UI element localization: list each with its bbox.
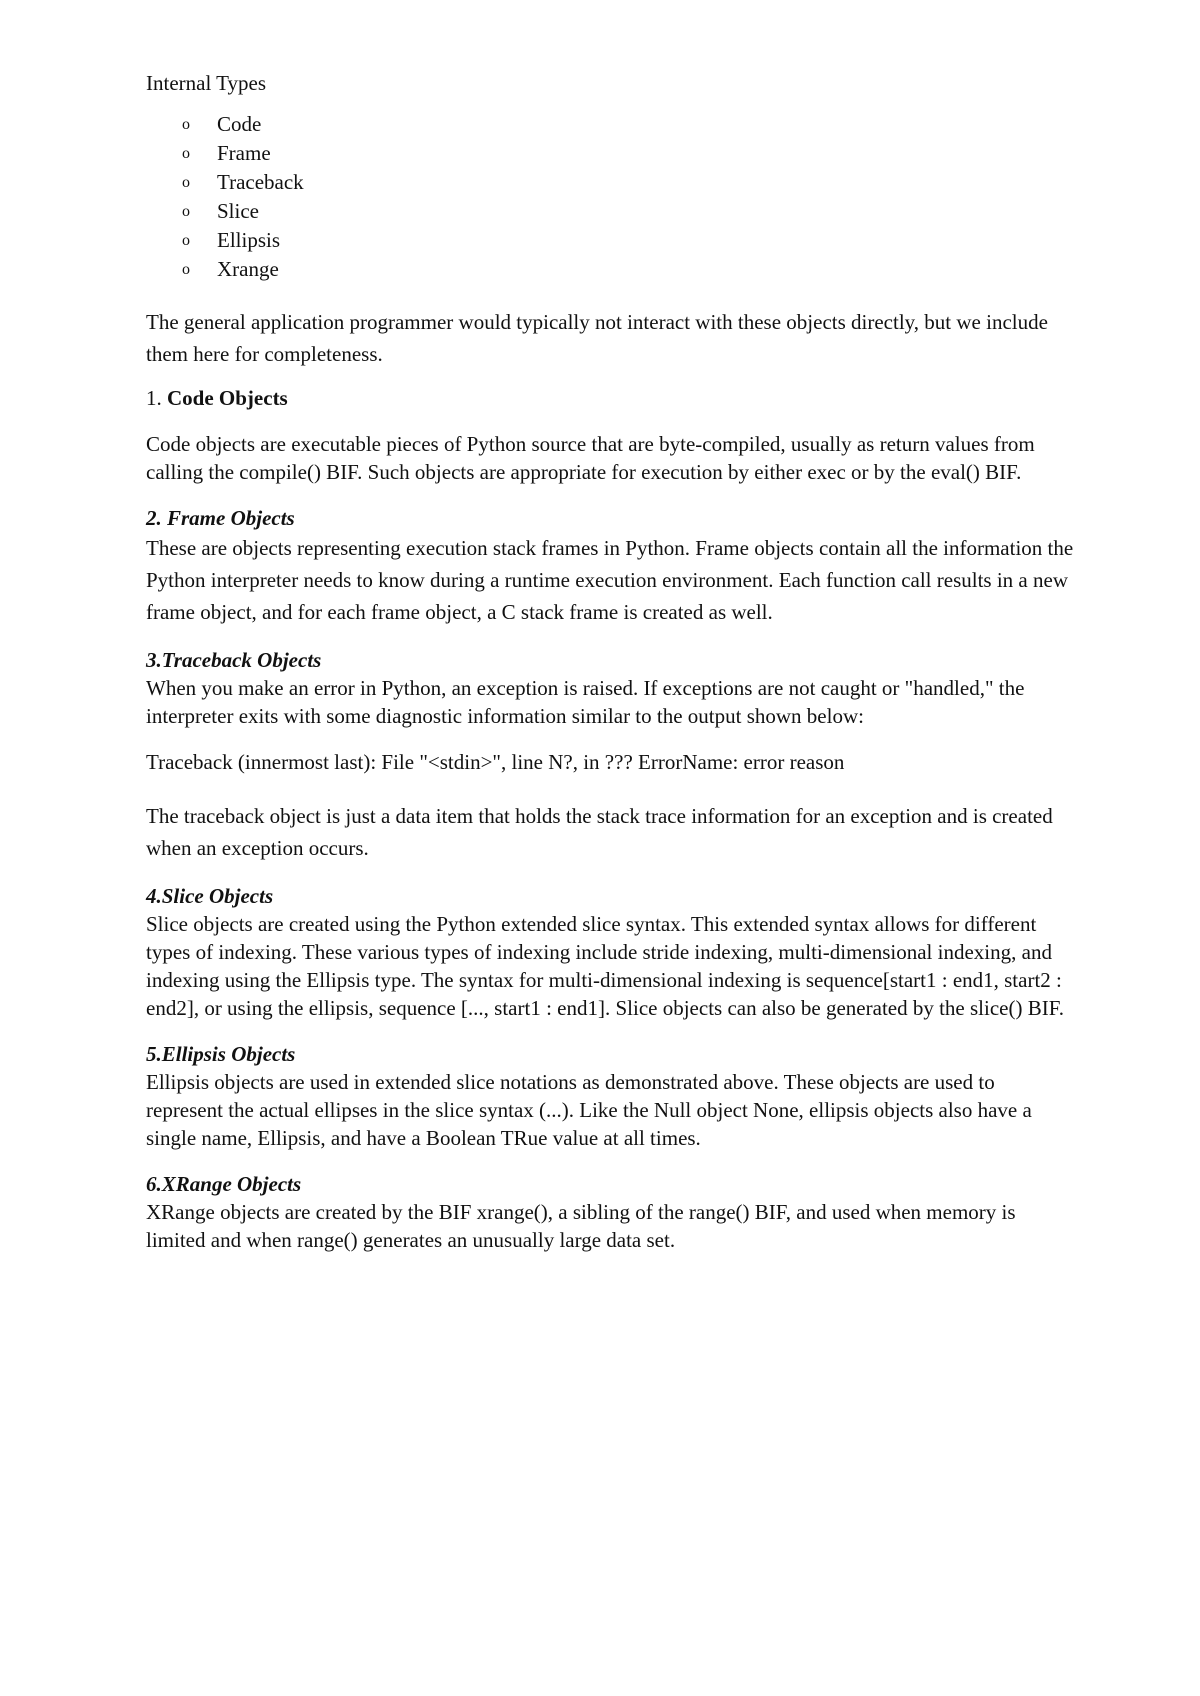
- bullet-icon: o: [182, 145, 190, 162]
- frame-objects-section: [146, 504, 1076, 628]
- document-page: [146, 70, 1076, 1272]
- section-body: When you make an error in Python, an exception is raised. If exceptions are not caught or "handled," the interpreter exits with some diagnostic information similar to the output shown below:: [146, 676, 1025, 728]
- section-body: Code objects are executable pieces of Python source that are byte-compiled, usually as return values from calling the compile() BIF. Such objects are appropriate for execution by either exec or by the eval() BIF.: [146, 432, 1035, 484]
- traceback-example: Traceback (innermost last): File "<stdin>", line N?, in ??? ErrorName: error reason: [146, 750, 845, 774]
- section-body-continued: The traceback object is just a data item that holds the stack trace information for an exception and is created when an exception occurs.: [146, 804, 1053, 860]
- intro-note: The general application programmer would typically not interact with these objects directly, but we include them here for completeness.: [146, 310, 1048, 366]
- bullet-icon: o: [182, 232, 190, 249]
- section-title: 4.Slice Objects: [146, 884, 274, 908]
- section-title: 2. Frame Objects: [146, 506, 295, 530]
- list-item: [182, 168, 1076, 197]
- bullet-icon: o: [182, 174, 190, 191]
- list-item-label: Slice: [217, 199, 259, 223]
- section-title: 3.Traceback Objects: [146, 648, 322, 672]
- intro-heading: Internal Types: [146, 71, 267, 95]
- section-title: 5.Ellipsis Objects: [146, 1042, 296, 1066]
- list-item-label: Xrange: [217, 257, 279, 281]
- list-item: [182, 139, 1076, 168]
- list-item: [182, 255, 1076, 284]
- list-item-label: Frame: [217, 141, 271, 165]
- code-objects-section: [146, 430, 1076, 486]
- bullet-icon: o: [182, 261, 190, 278]
- internal-types-list: [146, 110, 1076, 284]
- section-title: Code Objects: [167, 386, 288, 410]
- ellipsis-objects-section: [146, 1040, 1076, 1152]
- list-item-label: Ellipsis: [217, 228, 281, 252]
- bullet-icon: o: [182, 116, 190, 133]
- section-body: These are objects representing execution stack frames in Python. Frame objects contain all the information the Python interpreter needs to know during a runtime execution environment. Each function call results in a new frame object, and for each frame object, a C stack frame is created as well.: [146, 536, 1074, 624]
- section-title: 6.XRange Objects: [146, 1172, 302, 1196]
- section-number: 1.: [146, 386, 162, 410]
- slice-objects-section: [146, 882, 1076, 1022]
- xrange-objects-section: [146, 1170, 1076, 1254]
- list-item-label: Code: [217, 112, 262, 136]
- section-body: XRange objects are created by the BIF xrange(), a sibling of the range() BIF, and used when memory is limited and when range() generates an unusually large data set.: [146, 1200, 1016, 1252]
- bullet-icon: o: [182, 203, 190, 220]
- code-objects-heading: [146, 384, 1076, 412]
- list-item-label: Traceback: [217, 170, 304, 194]
- section-body: Ellipsis objects are used in extended slice notations as demonstrated above. These objects are used to represent the actual ellipses in the slice syntax (...). Like the Null object None, ellipsis objects also have a single name, Ellipsis, and have a Boolean TRue value at all times.: [146, 1070, 1032, 1150]
- list-item: [182, 226, 1076, 255]
- list-item: [182, 197, 1076, 226]
- list-item: [182, 110, 1076, 139]
- section-body: Slice objects are created using the Python extended slice syntax. This extended syntax allows for different types of indexing. These various types of indexing include stride indexing, multi-dimensional indexing, and indexing using the Ellipsis type. The syntax for multi-dimensional indexing is sequence[start1 : end1, start2 : end2], or using the ellipsis, sequence [..., start1 : end1]. Slice objects can also be generated by the slice() BIF.: [146, 912, 1064, 1020]
- traceback-objects-section: [146, 646, 1076, 864]
